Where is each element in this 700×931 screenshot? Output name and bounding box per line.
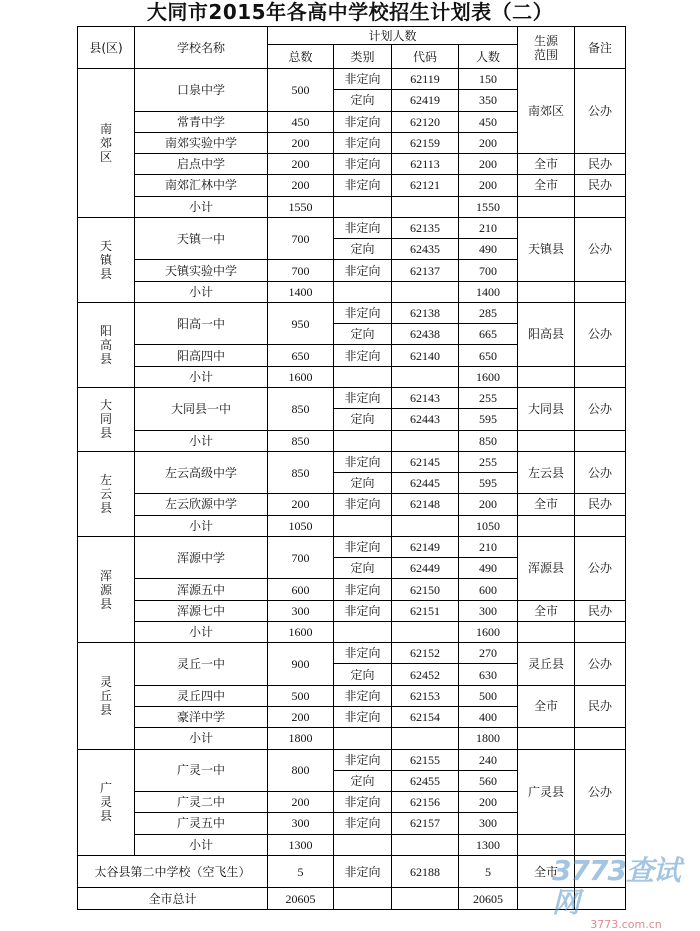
empty-cell bbox=[518, 888, 575, 910]
table-row bbox=[78, 175, 626, 196]
school-name: 豪洋中学 bbox=[135, 706, 268, 727]
school-total: 850 bbox=[268, 387, 334, 430]
quota-code: 62138 bbox=[392, 302, 459, 323]
school-total: 200 bbox=[268, 132, 334, 153]
table-row bbox=[78, 494, 626, 515]
quota-code: 62151 bbox=[392, 600, 459, 621]
school-name: 南郊汇林中学 bbox=[135, 175, 268, 196]
quota-type: 非定向 bbox=[334, 154, 392, 175]
empty-cell bbox=[392, 728, 459, 749]
district-name-cell bbox=[78, 302, 135, 387]
quota-count: 300 bbox=[459, 600, 518, 621]
school-note: 民办 bbox=[575, 154, 626, 175]
school-note: 公办 bbox=[575, 643, 626, 686]
source-range: 全市 bbox=[518, 154, 575, 175]
quota-code: 62157 bbox=[392, 813, 459, 834]
quota-count: 560 bbox=[459, 770, 518, 791]
school-total: 700 bbox=[268, 536, 334, 579]
quota-code: 62135 bbox=[392, 217, 459, 238]
quota-count: 200 bbox=[459, 175, 518, 196]
empty-cell bbox=[518, 728, 575, 749]
col-header-type: 类别 bbox=[334, 45, 392, 69]
subtotal-row bbox=[78, 621, 626, 642]
empty-cell bbox=[518, 281, 575, 302]
empty-cell bbox=[334, 834, 392, 855]
table-body bbox=[78, 69, 626, 910]
quota-type: 定向 bbox=[334, 770, 392, 791]
col-header-county: 县(区) bbox=[78, 27, 135, 69]
empty-cell bbox=[392, 196, 459, 217]
quota-type: 非定向 bbox=[334, 685, 392, 706]
district-name-cell bbox=[78, 451, 135, 536]
special-code: 62188 bbox=[392, 855, 459, 887]
school-name: 广灵一中 bbox=[135, 749, 268, 792]
subtotal-label: 小计 bbox=[135, 366, 268, 387]
subtotal-count: 850 bbox=[459, 430, 518, 451]
quota-type: 非定向 bbox=[334, 302, 392, 323]
subtotal-label: 小计 bbox=[135, 728, 268, 749]
quota-code: 62153 bbox=[392, 685, 459, 706]
school-total: 600 bbox=[268, 579, 334, 600]
quota-count: 490 bbox=[459, 239, 518, 260]
subtotal-total: 1400 bbox=[268, 281, 334, 302]
school-total: 950 bbox=[268, 302, 334, 345]
district-name-cell bbox=[78, 387, 135, 451]
school-name: 浑源五中 bbox=[135, 579, 268, 600]
empty-cell bbox=[518, 621, 575, 642]
school-name: 浑源中学 bbox=[135, 536, 268, 579]
school-name: 大同县一中 bbox=[135, 387, 268, 430]
district-name: 浑源县 bbox=[99, 568, 112, 611]
table-row bbox=[78, 387, 626, 408]
special-row bbox=[78, 855, 626, 887]
source-range: 阳高县 bbox=[518, 302, 575, 366]
empty-cell bbox=[575, 281, 626, 302]
subtotal-count: 1400 bbox=[459, 281, 518, 302]
school-total: 200 bbox=[268, 792, 334, 813]
empty-cell bbox=[392, 430, 459, 451]
quota-type: 非定向 bbox=[334, 132, 392, 153]
quota-count: 490 bbox=[459, 558, 518, 579]
quota-code: 62143 bbox=[392, 387, 459, 408]
quota-count: 240 bbox=[459, 749, 518, 770]
quota-code: 62156 bbox=[392, 792, 459, 813]
grand-total-label: 全市总计 bbox=[78, 888, 268, 910]
school-name: 左云欣源中学 bbox=[135, 494, 268, 515]
quota-count: 595 bbox=[459, 473, 518, 494]
quota-code: 62155 bbox=[392, 749, 459, 770]
empty-cell bbox=[392, 515, 459, 536]
subtotal-row bbox=[78, 196, 626, 217]
quota-type: 非定向 bbox=[334, 643, 392, 664]
quota-type: 定向 bbox=[334, 473, 392, 494]
district-name: 天镇县 bbox=[99, 238, 112, 281]
school-total: 200 bbox=[268, 175, 334, 196]
quota-type: 定向 bbox=[334, 409, 392, 430]
subtotal-row bbox=[78, 515, 626, 536]
empty-cell bbox=[392, 621, 459, 642]
district-name-cell bbox=[78, 643, 135, 749]
quota-type: 非定向 bbox=[334, 749, 392, 770]
subtotal-label: 小计 bbox=[135, 196, 268, 217]
empty-cell bbox=[575, 196, 626, 217]
school-total: 800 bbox=[268, 749, 334, 792]
quota-type: 非定向 bbox=[334, 345, 392, 366]
empty-cell bbox=[334, 888, 392, 910]
district-name-cell bbox=[78, 217, 135, 302]
subtotal-count: 1800 bbox=[459, 728, 518, 749]
district-name-cell bbox=[78, 536, 135, 642]
quota-count: 200 bbox=[459, 154, 518, 175]
school-total: 700 bbox=[268, 260, 334, 281]
quota-code: 62148 bbox=[392, 494, 459, 515]
empty-cell bbox=[334, 728, 392, 749]
quota-code: 62152 bbox=[392, 643, 459, 664]
quota-code: 62445 bbox=[392, 473, 459, 494]
quota-count: 630 bbox=[459, 664, 518, 685]
quota-type: 非定向 bbox=[334, 706, 392, 727]
table-row bbox=[78, 600, 626, 621]
quota-count: 270 bbox=[459, 643, 518, 664]
special-note bbox=[575, 855, 626, 887]
empty-cell bbox=[518, 430, 575, 451]
school-name: 灵丘四中 bbox=[135, 685, 268, 706]
school-note: 公办 bbox=[575, 387, 626, 430]
quota-code: 62120 bbox=[392, 111, 459, 132]
quota-count: 210 bbox=[459, 217, 518, 238]
school-note: 公办 bbox=[575, 302, 626, 366]
table-row bbox=[78, 451, 626, 472]
empty-cell bbox=[392, 888, 459, 910]
source-range: 左云县 bbox=[518, 451, 575, 494]
subtotal-total: 1050 bbox=[268, 515, 334, 536]
subtotal-label: 小计 bbox=[135, 834, 268, 855]
quota-count: 200 bbox=[459, 132, 518, 153]
school-note: 公办 bbox=[575, 69, 626, 154]
school-name: 浑源七中 bbox=[135, 600, 268, 621]
grand-total-total: 20605 bbox=[268, 888, 334, 910]
empty-cell bbox=[334, 281, 392, 302]
col-header-plan: 计划人数 bbox=[268, 27, 518, 45]
quota-code: 62449 bbox=[392, 558, 459, 579]
quota-count: 350 bbox=[459, 90, 518, 111]
grand-total-row bbox=[78, 888, 626, 910]
school-total: 200 bbox=[268, 706, 334, 727]
quota-code: 62121 bbox=[392, 175, 459, 196]
special-count: 5 bbox=[459, 855, 518, 887]
empty-cell bbox=[518, 834, 575, 855]
quota-type: 非定向 bbox=[334, 536, 392, 557]
quota-count: 700 bbox=[459, 260, 518, 281]
source-range: 浑源县 bbox=[518, 536, 575, 600]
quota-count: 200 bbox=[459, 792, 518, 813]
school-total: 650 bbox=[268, 345, 334, 366]
empty-cell bbox=[392, 281, 459, 302]
subtotal-row bbox=[78, 728, 626, 749]
empty-cell bbox=[334, 196, 392, 217]
quota-type: 非定向 bbox=[334, 111, 392, 132]
quota-code: 62438 bbox=[392, 324, 459, 345]
quota-count: 200 bbox=[459, 494, 518, 515]
empty-cell bbox=[518, 515, 575, 536]
empty-cell bbox=[392, 366, 459, 387]
empty-cell bbox=[575, 515, 626, 536]
quota-type: 非定向 bbox=[334, 494, 392, 515]
quota-count: 650 bbox=[459, 345, 518, 366]
special-source: 全市 bbox=[518, 855, 575, 887]
subtotal-row bbox=[78, 366, 626, 387]
subtotal-row bbox=[78, 430, 626, 451]
school-total: 300 bbox=[268, 600, 334, 621]
watermark-url: 3773.com.cn bbox=[590, 918, 662, 931]
quota-count: 150 bbox=[459, 69, 518, 90]
quota-type: 非定向 bbox=[334, 69, 392, 90]
quota-code: 62435 bbox=[392, 239, 459, 260]
district-name: 左云县 bbox=[99, 472, 112, 515]
col-header-source-label: 生源范围 bbox=[534, 33, 559, 62]
col-header-count: 人数 bbox=[459, 45, 518, 69]
col-header-code: 代码 bbox=[392, 45, 459, 69]
col-header-school: 学校名称 bbox=[135, 27, 268, 69]
empty-cell bbox=[518, 366, 575, 387]
table-row bbox=[78, 69, 626, 90]
empty-cell bbox=[575, 621, 626, 642]
school-total: 850 bbox=[268, 451, 334, 494]
school-total: 200 bbox=[268, 494, 334, 515]
school-note: 公办 bbox=[575, 217, 626, 281]
empty-cell bbox=[518, 196, 575, 217]
empty-cell bbox=[334, 366, 392, 387]
quota-type: 定向 bbox=[334, 90, 392, 111]
subtotal-total: 1550 bbox=[268, 196, 334, 217]
school-name: 左云高级中学 bbox=[135, 451, 268, 494]
watermark-logo: 3773查试网 bbox=[552, 854, 680, 919]
subtotal-total: 1300 bbox=[268, 834, 334, 855]
empty-cell bbox=[575, 834, 626, 855]
quota-count: 210 bbox=[459, 536, 518, 557]
quota-count: 285 bbox=[459, 302, 518, 323]
school-note: 公办 bbox=[575, 451, 626, 494]
district-name: 大同县 bbox=[99, 398, 112, 441]
header-row-1 bbox=[78, 27, 626, 45]
quota-type: 定向 bbox=[334, 664, 392, 685]
source-range: 南郊区 bbox=[518, 69, 575, 154]
school-name: 灵丘一中 bbox=[135, 643, 268, 686]
subtotal-count: 1600 bbox=[459, 366, 518, 387]
empty-cell bbox=[575, 888, 626, 910]
col-header-total: 总数 bbox=[268, 45, 334, 69]
grand-total-count: 20605 bbox=[459, 888, 518, 910]
quota-count: 300 bbox=[459, 813, 518, 834]
district-name-cell bbox=[78, 749, 135, 855]
school-total: 500 bbox=[268, 69, 334, 112]
quota-type: 非定向 bbox=[334, 792, 392, 813]
quota-count: 450 bbox=[459, 111, 518, 132]
col-header-note: 备注 bbox=[575, 27, 626, 69]
school-note: 民办 bbox=[575, 685, 626, 728]
quota-count: 400 bbox=[459, 706, 518, 727]
school-name: 天镇实验中学 bbox=[135, 260, 268, 281]
quota-type: 非定向 bbox=[334, 579, 392, 600]
school-name: 阳高四中 bbox=[135, 345, 268, 366]
enrollment-plan-table bbox=[77, 26, 626, 910]
subtotal-count: 1300 bbox=[459, 834, 518, 855]
quota-code: 62140 bbox=[392, 345, 459, 366]
col-header-source bbox=[518, 27, 575, 69]
subtotal-total: 1600 bbox=[268, 621, 334, 642]
source-range: 天镇县 bbox=[518, 217, 575, 281]
subtotal-label: 小计 bbox=[135, 515, 268, 536]
subtotal-count: 1600 bbox=[459, 621, 518, 642]
quota-count: 255 bbox=[459, 387, 518, 408]
subtotal-total: 1800 bbox=[268, 728, 334, 749]
quota-count: 500 bbox=[459, 685, 518, 706]
quota-code: 62159 bbox=[392, 132, 459, 153]
school-name: 天镇一中 bbox=[135, 217, 268, 260]
source-range: 全市 bbox=[518, 175, 575, 196]
subtotal-label: 小计 bbox=[135, 621, 268, 642]
table-row bbox=[78, 217, 626, 238]
table-row bbox=[78, 749, 626, 770]
quota-type: 非定向 bbox=[334, 600, 392, 621]
district-name: 阳高县 bbox=[99, 323, 112, 366]
source-range: 广灵县 bbox=[518, 749, 575, 834]
school-name: 口泉中学 bbox=[135, 69, 268, 112]
quota-type: 非定向 bbox=[334, 387, 392, 408]
school-total: 500 bbox=[268, 685, 334, 706]
empty-cell bbox=[334, 621, 392, 642]
page-title: 大同市2015年各高中学校招生计划表（二） bbox=[146, 0, 554, 24]
table-row bbox=[78, 536, 626, 557]
quota-type: 定向 bbox=[334, 239, 392, 260]
subtotal-total: 850 bbox=[268, 430, 334, 451]
source-range: 全市 bbox=[518, 685, 575, 728]
district-name-cell bbox=[78, 69, 135, 218]
empty-cell bbox=[575, 366, 626, 387]
quota-type: 定向 bbox=[334, 324, 392, 345]
school-note: 公办 bbox=[575, 536, 626, 600]
empty-cell bbox=[334, 515, 392, 536]
quota-code: 62145 bbox=[392, 451, 459, 472]
source-range: 大同县 bbox=[518, 387, 575, 430]
table-row bbox=[78, 302, 626, 323]
school-total: 700 bbox=[268, 217, 334, 260]
quota-type: 非定向 bbox=[334, 813, 392, 834]
quota-code: 62455 bbox=[392, 770, 459, 791]
quota-code: 62149 bbox=[392, 536, 459, 557]
source-range: 全市 bbox=[518, 600, 575, 621]
empty-cell bbox=[334, 430, 392, 451]
quota-count: 665 bbox=[459, 324, 518, 345]
quota-count: 255 bbox=[459, 451, 518, 472]
table-row bbox=[78, 685, 626, 706]
district-name: 广灵县 bbox=[99, 781, 112, 824]
quota-code: 62419 bbox=[392, 90, 459, 111]
special-school-name: 太谷县第二中学校（空飞生） bbox=[78, 855, 268, 887]
subtotal-label: 小计 bbox=[135, 430, 268, 451]
quota-code: 62119 bbox=[392, 69, 459, 90]
school-name: 启点中学 bbox=[135, 154, 268, 175]
subtotal-total: 1600 bbox=[268, 366, 334, 387]
empty-cell bbox=[575, 728, 626, 749]
school-note: 民办 bbox=[575, 600, 626, 621]
subtotal-label: 小计 bbox=[135, 281, 268, 302]
school-name: 广灵二中 bbox=[135, 792, 268, 813]
table-row bbox=[78, 154, 626, 175]
quota-count: 595 bbox=[459, 409, 518, 430]
school-name: 阳高一中 bbox=[135, 302, 268, 345]
school-note: 民办 bbox=[575, 175, 626, 196]
school-total: 900 bbox=[268, 643, 334, 686]
special-type: 非定向 bbox=[334, 855, 392, 887]
school-note: 公办 bbox=[575, 749, 626, 834]
subtotal-count: 1050 bbox=[459, 515, 518, 536]
quota-code: 62452 bbox=[392, 664, 459, 685]
school-total: 450 bbox=[268, 111, 334, 132]
subtotal-count: 1550 bbox=[459, 196, 518, 217]
school-total: 300 bbox=[268, 813, 334, 834]
quota-type: 非定向 bbox=[334, 260, 392, 281]
quota-code: 62154 bbox=[392, 706, 459, 727]
subtotal-row bbox=[78, 834, 626, 855]
quota-code: 62150 bbox=[392, 579, 459, 600]
district-name: 南郊区 bbox=[99, 121, 112, 164]
quota-code: 62113 bbox=[392, 154, 459, 175]
source-range: 全市 bbox=[518, 494, 575, 515]
school-name: 南郊实验中学 bbox=[135, 132, 268, 153]
empty-cell bbox=[392, 834, 459, 855]
quota-type: 非定向 bbox=[334, 217, 392, 238]
quota-type: 非定向 bbox=[334, 175, 392, 196]
quota-type: 非定向 bbox=[334, 451, 392, 472]
school-note: 民办 bbox=[575, 494, 626, 515]
subtotal-row bbox=[78, 281, 626, 302]
quota-count: 600 bbox=[459, 579, 518, 600]
school-name: 广灵五中 bbox=[135, 813, 268, 834]
district-name: 灵丘县 bbox=[99, 674, 112, 717]
special-total: 5 bbox=[268, 855, 334, 887]
empty-cell bbox=[575, 430, 626, 451]
quota-code: 62443 bbox=[392, 409, 459, 430]
table-row bbox=[78, 643, 626, 664]
school-total: 200 bbox=[268, 154, 334, 175]
school-name: 常青中学 bbox=[135, 111, 268, 132]
source-range: 灵丘县 bbox=[518, 643, 575, 686]
quota-code: 62137 bbox=[392, 260, 459, 281]
quota-type: 定向 bbox=[334, 558, 392, 579]
